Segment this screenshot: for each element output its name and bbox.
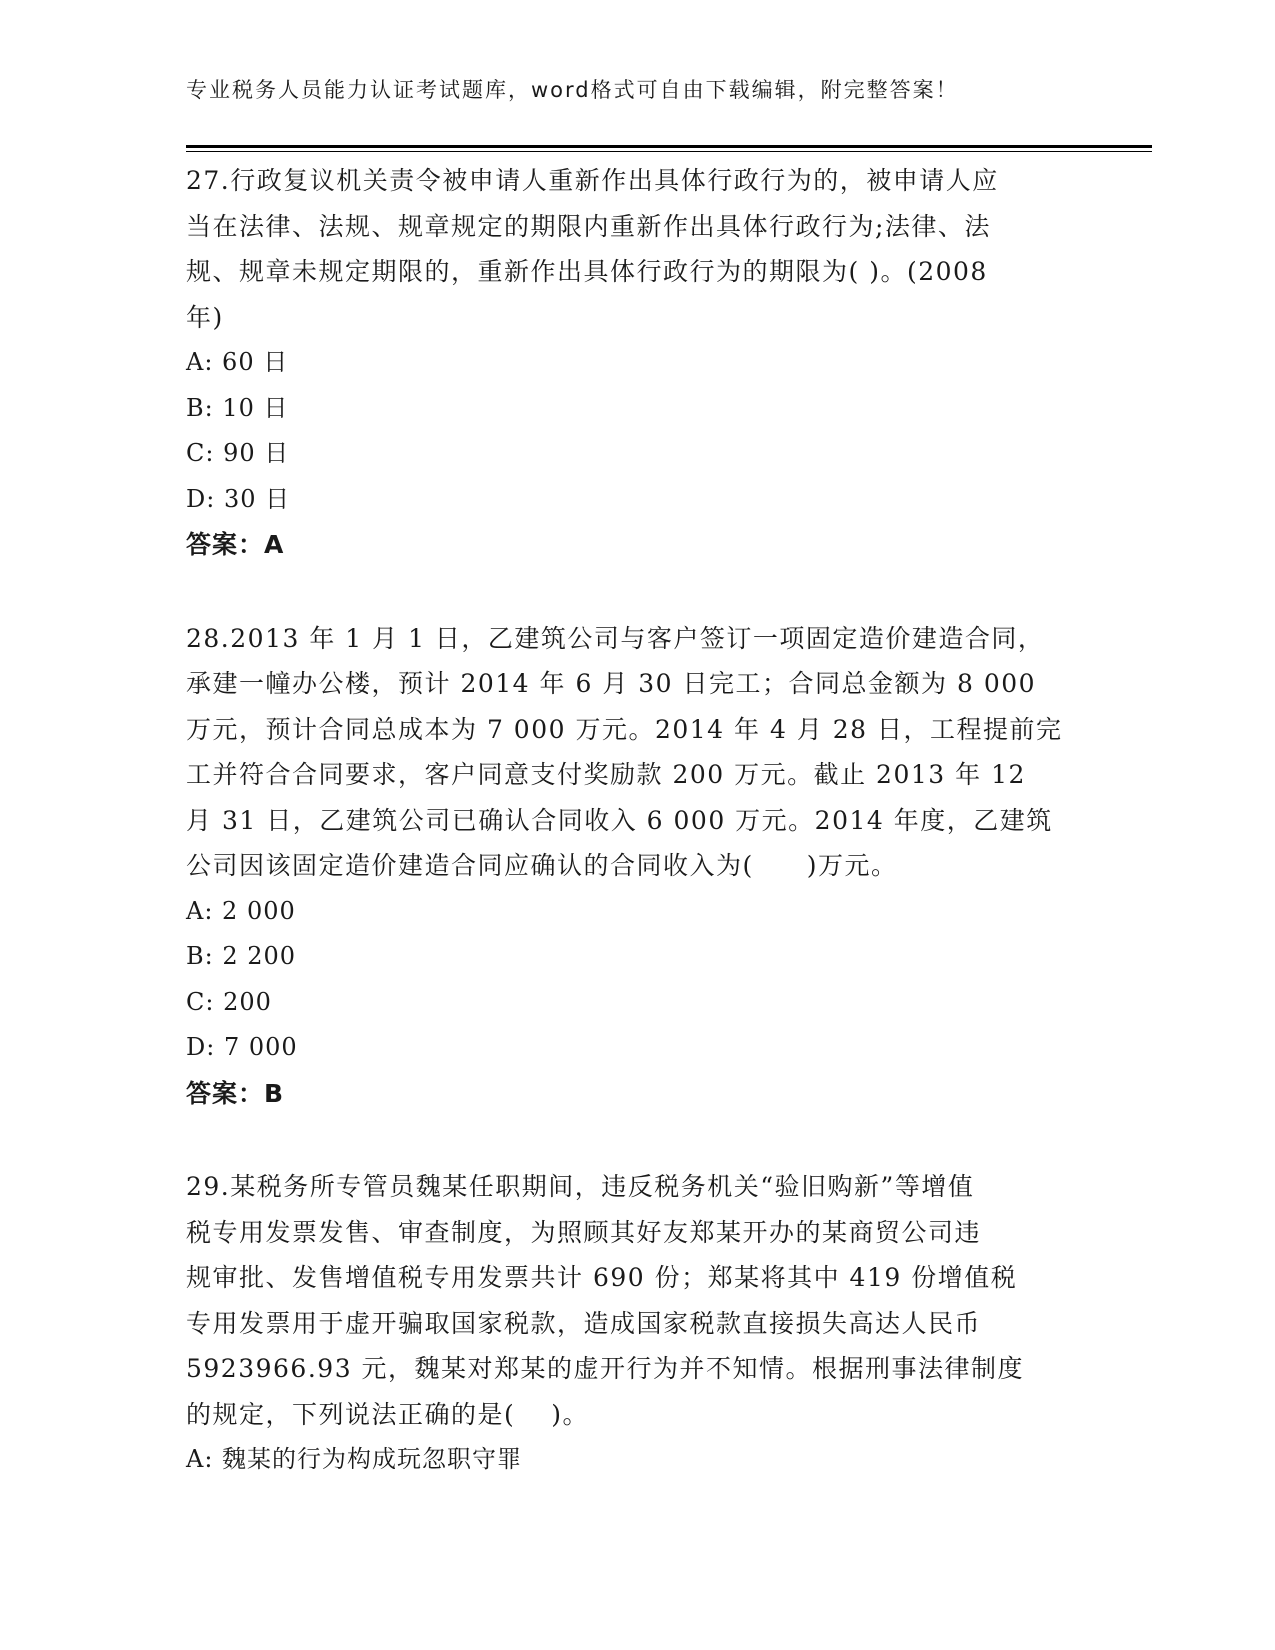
option-a: A: 60 日: [186, 348, 289, 376]
question-line: 专用发票用于虚开骗取国家税款，造成国家税款直接损失高达人民币: [186, 1308, 982, 1338]
option-b: B: 10 日: [186, 393, 289, 422]
question-line: 28.2013 年 1 月 1 日，乙建筑公司与客户签订一项固定造价建造合同，: [186, 623, 1045, 653]
question-line: 税专用发票发售、审查制度，为照顾其好友郑某开办的某商贸公司违: [186, 1217, 982, 1247]
option-c: C: 200: [186, 987, 272, 1016]
question-line: 规、规章未规定期限的，重新作出具体行政行为的期限为( )。(2008: [186, 257, 988, 286]
question-line: 工并符合合同要求，客户同意支付奖励款 200 万元。截止 2013 年 12: [186, 760, 1026, 789]
question-line: 年): [186, 302, 224, 332]
answer: 答案：B: [186, 1078, 285, 1108]
option-d: D: 30 日: [186, 484, 291, 513]
answer: 答案：A: [186, 530, 285, 559]
question-line: 规审批、发售增值税专用发票共计 690 份；郑某将其中 419 份增值税: [186, 1263, 1018, 1292]
header-rule-thick: [186, 145, 1152, 148]
option-a: A: 魏某的行为构成玩忽职守罪: [186, 1445, 523, 1473]
option-b: B: 2 200: [186, 942, 297, 970]
question-line: 万元，预计合同总成本为 7 000 万元。2014 年 4 月 28 日，工程提前完: [186, 714, 1063, 744]
question-27: [186, 158, 1086, 568]
option-c: C: 90 日: [186, 439, 290, 467]
question-line: 的规定，下列说法正确的是( )。: [186, 1399, 589, 1429]
question-line: 月 31 日，乙建筑公司已确认合同收入 6 000 万元。2014 年度，乙建筑: [186, 805, 1053, 835]
page-header: 专业税务人员能力认证考试题库，word格式可自由下载编辑，附完整答案！: [186, 78, 959, 102]
question-line: 27.行政复议机关责令被申请人重新作出具体行政行为的，被申请人应: [186, 166, 999, 195]
question-line: 公司因该固定造价建造合同应确认的合同收入为( )万元。: [186, 851, 898, 880]
option-d: D: 7 000: [186, 1033, 298, 1061]
question-line: 29.某税务所专管员魏某任职期间，违反税务机关“验旧购新”等增值: [186, 1172, 975, 1201]
question-line: 5923966.93 元，魏某对郑某的虚开行为并不知情。根据刑事法律制度: [186, 1354, 1025, 1383]
question-line: 当在法律、法规、规章规定的期限内重新作出具体行政行为;法律、法: [186, 211, 991, 241]
option-a: A: 2 000: [186, 896, 296, 925]
question-line: 承建一幢办公楼，预计 2014 年 6 月 30 日完工；合同总金额为 8 000: [186, 669, 1037, 698]
question-28: [186, 616, 1086, 1117]
header-rule-thin: [186, 151, 1152, 152]
question-list: [186, 158, 1086, 1531]
question-29: [186, 1164, 1086, 1483]
